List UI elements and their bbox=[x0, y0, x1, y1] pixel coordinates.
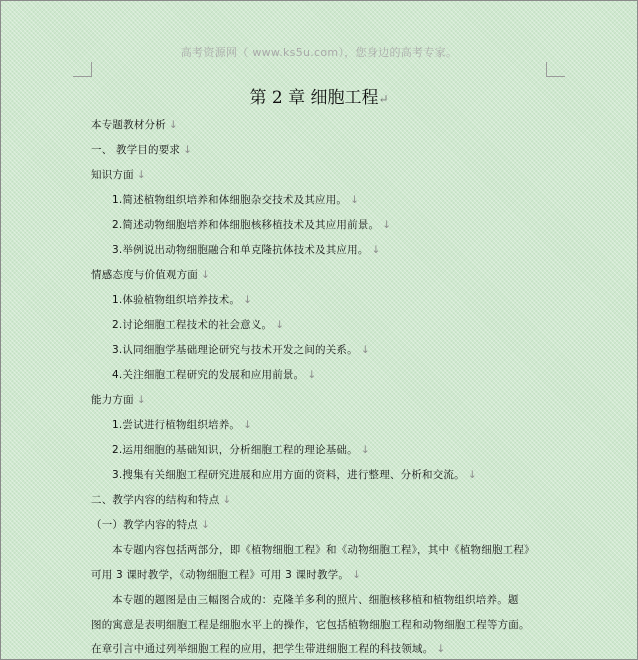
line-break-icon: ↓ bbox=[352, 569, 362, 581]
line-break-icon: ↓ bbox=[275, 319, 285, 331]
body-paragraph-line: 在章引言中通过列举细胞工程的应用，把学生带进细胞工程的科技领域。 ↓ bbox=[91, 643, 446, 655]
line-break-icon: ↓ bbox=[243, 294, 253, 306]
paragraph-mark-icon: ↵ bbox=[378, 92, 389, 106]
page-header: 高考资源网（ www.ks5u.com），您身边的高考专家。 bbox=[180, 46, 458, 59]
list-item: 1.简述植物组织培养和体细胞杂交技术及其应用。 ↓ bbox=[112, 194, 360, 206]
body-paragraph-line: 可用 3 课时教学，《动物细胞工程》可用 3 课时教学。 ↓ bbox=[91, 569, 362, 581]
list-item: 3.举例说出动物细胞融合和单克隆抗体技术及其应用。 ↓ bbox=[112, 244, 381, 256]
margin-corner-left bbox=[73, 62, 92, 77]
line-break-icon: ↓ bbox=[436, 643, 446, 655]
line-break-icon: ↓ bbox=[183, 144, 193, 156]
line-break-icon: ↓ bbox=[467, 469, 477, 481]
subsection-heading: （一）教学内容的特点 ↓ bbox=[91, 519, 210, 531]
line-break-icon: ↓ bbox=[136, 394, 146, 406]
chapter-title-text: 第 2 章 细胞工程 bbox=[249, 88, 379, 108]
section-heading: 一、 教学目的要求 ↓ bbox=[91, 144, 193, 156]
list-item: 2.讨论细胞工程技术的社会意义。 ↓ bbox=[112, 319, 285, 331]
list-item: 1.体验植物组织培养技术。 ↓ bbox=[112, 294, 253, 306]
subsection-heading: 能力方面 ↓ bbox=[91, 394, 146, 406]
line-break-icon: ↓ bbox=[222, 494, 232, 506]
body-paragraph-line: 图的寓意是表明细胞工程是细胞水平上的操作，它包括植物细胞工程和动物细胞工程等方面。 bbox=[91, 619, 530, 631]
line-break-icon: ↓ bbox=[201, 519, 210, 531]
line-break-icon: ↓ bbox=[382, 219, 392, 231]
subsection-heading: 知识方面 ↓ bbox=[91, 169, 146, 181]
line-break-icon: ↓ bbox=[350, 194, 360, 206]
line-break-icon: ↓ bbox=[307, 369, 317, 381]
section-heading: 二、教学内容的结构和特点 ↓ bbox=[91, 494, 232, 506]
list-item: 1.尝试进行植物组织培养。 ↓ bbox=[112, 419, 253, 431]
chapter-title bbox=[0, 83, 638, 108]
list-item: 2.简述动物细胞培养和体细胞核移植技术及其应用前景。 ↓ bbox=[112, 219, 392, 231]
line-break-icon: ↓ bbox=[136, 169, 146, 181]
list-item: 3.搜集有关细胞工程研究进展和应用方面的资料，进行整理、分析和交流。 ↓ bbox=[112, 469, 477, 481]
list-item: 3.认同细胞学基础理论研究与技术开发之间的关系。 ↓ bbox=[112, 344, 370, 356]
line-break-icon: ↓ bbox=[168, 119, 178, 131]
subsection-heading: 情感态度与价值观方面 ↓ bbox=[91, 269, 210, 281]
line-break-icon: ↓ bbox=[371, 244, 381, 256]
line-break-icon: ↓ bbox=[360, 444, 370, 456]
list-item: 2.运用细胞的基础知识，分析细胞工程的理论基础。 ↓ bbox=[112, 444, 370, 456]
section-heading: 本专题教材分析 ↓ bbox=[91, 119, 178, 131]
list-item: 4.关注细胞工程研究的发展和应用前景。 ↓ bbox=[112, 369, 317, 381]
body-paragraph-line: 本专题内容包括两部分，即《植物细胞工程》和《动物细胞工程》，其中《植物细胞工程》 bbox=[112, 544, 535, 556]
margin-corner-right bbox=[546, 62, 565, 77]
line-break-icon: ↓ bbox=[243, 419, 253, 431]
body-paragraph-line: 本专题的题图是由三幅图合成的：克隆羊多利的照片、细胞核移植和植物组织培养。题 bbox=[112, 594, 519, 606]
line-break-icon: ↓ bbox=[360, 344, 370, 356]
line-break-icon: ↓ bbox=[201, 269, 210, 281]
